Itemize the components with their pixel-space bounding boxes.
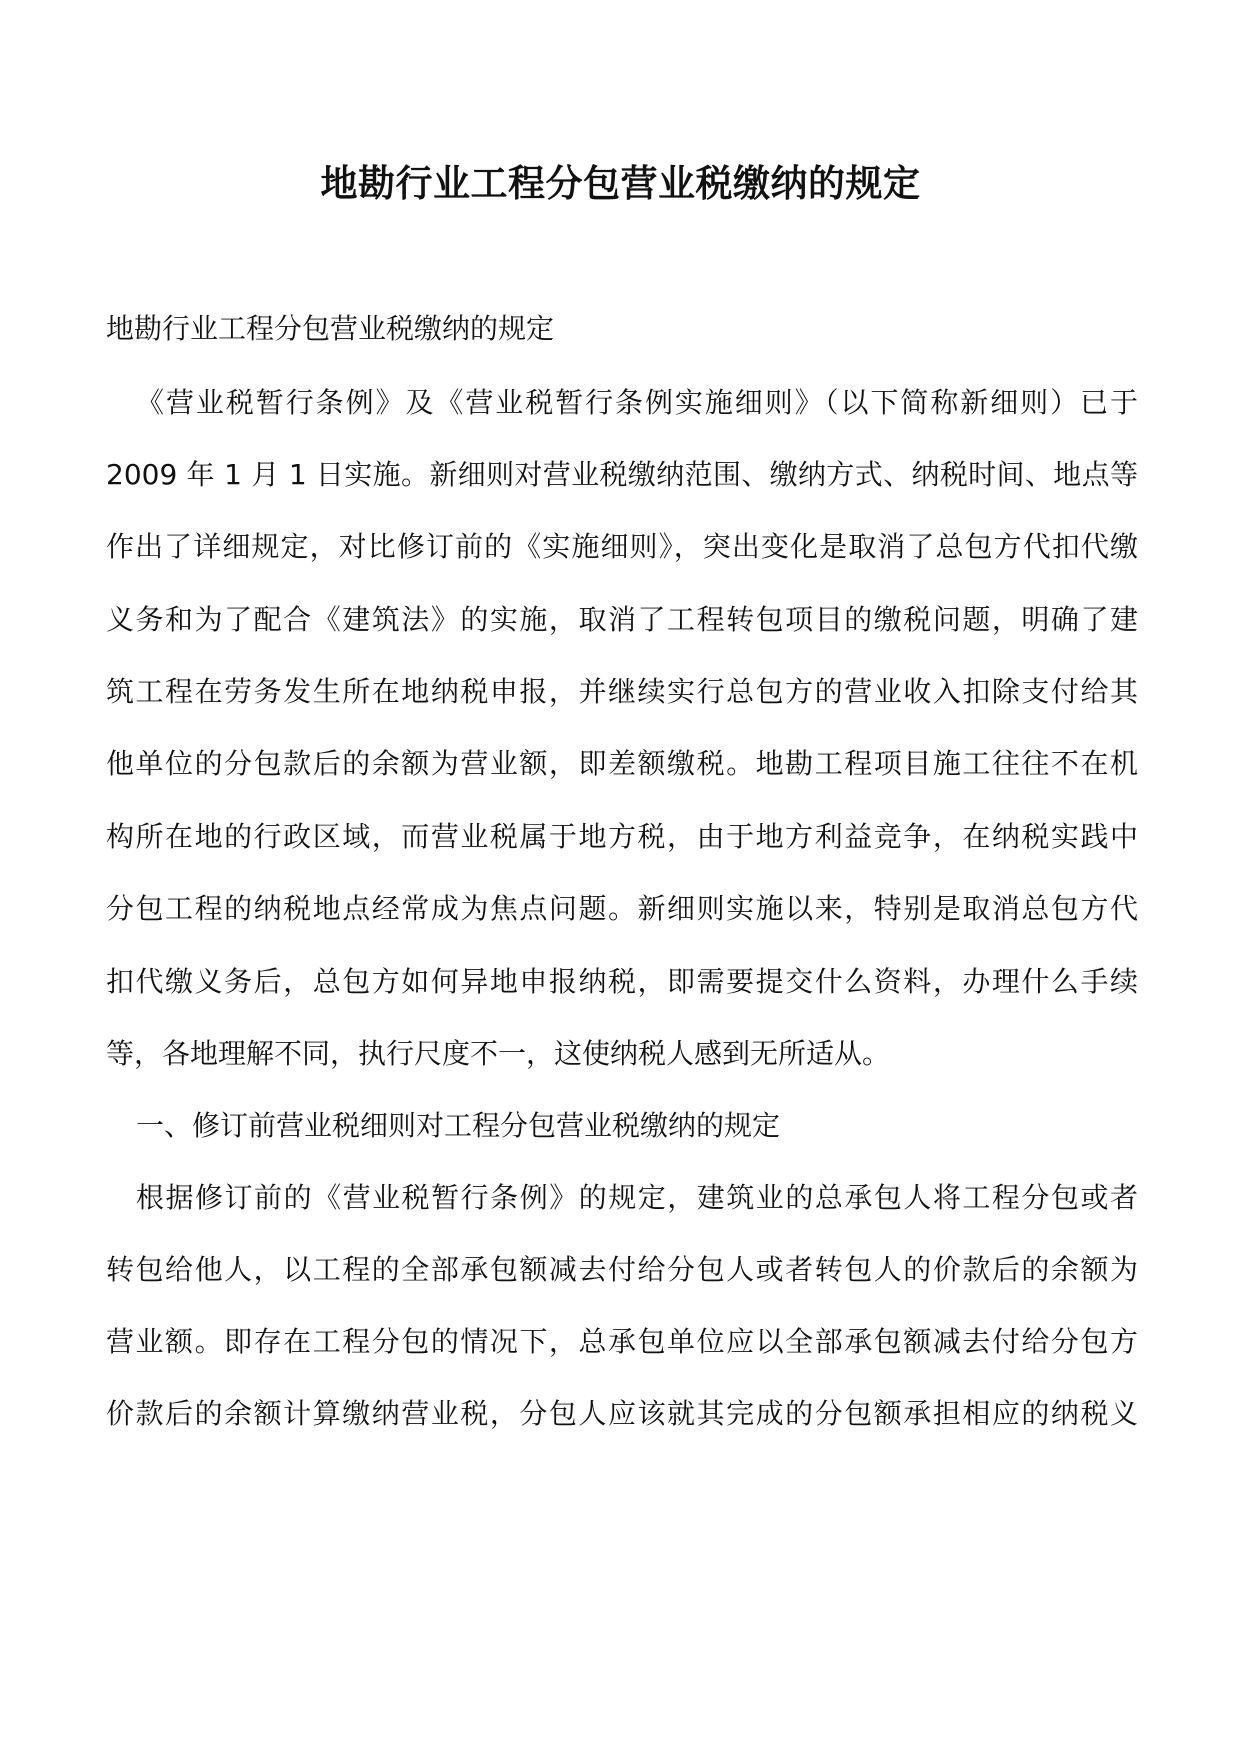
- paragraph-line: 根据修订前的《营业税暂行条例》的规定，建筑业的总承包人将工程分包或者: [136, 1181, 1138, 1214]
- section-heading: 地勘行业工程分包营业税缴纳的规定: [106, 312, 555, 345]
- paragraph-line: 价款后的余额计算缴纳营业税，分包人应该就其完成的分包额承担相应的纳税义: [106, 1397, 1138, 1430]
- paragraph-line: 转包给他人，以工程的全部承包额减去付给分包人或者转包人的价款后的余额为: [106, 1253, 1138, 1286]
- paragraph-line: 构所在地的行政区域，而营业税属于地方税，由于地方利益竞争，在纳税实践中: [106, 820, 1138, 853]
- paragraph-line: 义务和为了配合《建筑法》的实施，取消了工程转包项目的缴税问题，明确了建: [106, 603, 1138, 636]
- paragraph-line: 扣代缴义务后，总包方如何异地申报纳税，即需要提交什么资料，办理什么手续: [106, 965, 1138, 998]
- document-title: 地勘行业工程分包营业税缴纳的规定: [320, 162, 921, 205]
- paragraph-line: 他单位的分包款后的余额为营业额，即差额缴税。地勘工程项目施工往往不在机: [106, 747, 1138, 780]
- paragraph-line: 2009 年 1 月 1 日实施。新细则对营业税缴纳范围、缴纳方式、纳税时间、地点等: [106, 458, 1138, 491]
- paragraph-line: 等，各地理解不同，执行尺度不一，这使纳税人感到无所适从。: [106, 1037, 891, 1070]
- paragraph-line: 分包工程的纳税地点经常成为焦点问题。新细则实施以来，特别是取消总包方代: [106, 892, 1138, 925]
- section-heading: 一、修订前营业税细则对工程分包营业税缴纳的规定: [136, 1109, 781, 1142]
- paragraph-line: 营业额。即存在工程分包的情况下，总承包单位应以全部承包额减去付给分包方: [106, 1325, 1138, 1358]
- paragraph-line: 筑工程在劳务发生所在地纳税申报，并继续实行总包方的营业收入扣除支付给其: [106, 675, 1138, 708]
- paragraph-line: 作出了详细规定，对比修订前的《实施细则》，突出变化是取消了总包方代扣代缴: [106, 530, 1138, 563]
- paragraph-line: 《营业税暂行条例》及《营业税暂行条例实施细则》（以下简称新细则）已于: [136, 386, 1138, 419]
